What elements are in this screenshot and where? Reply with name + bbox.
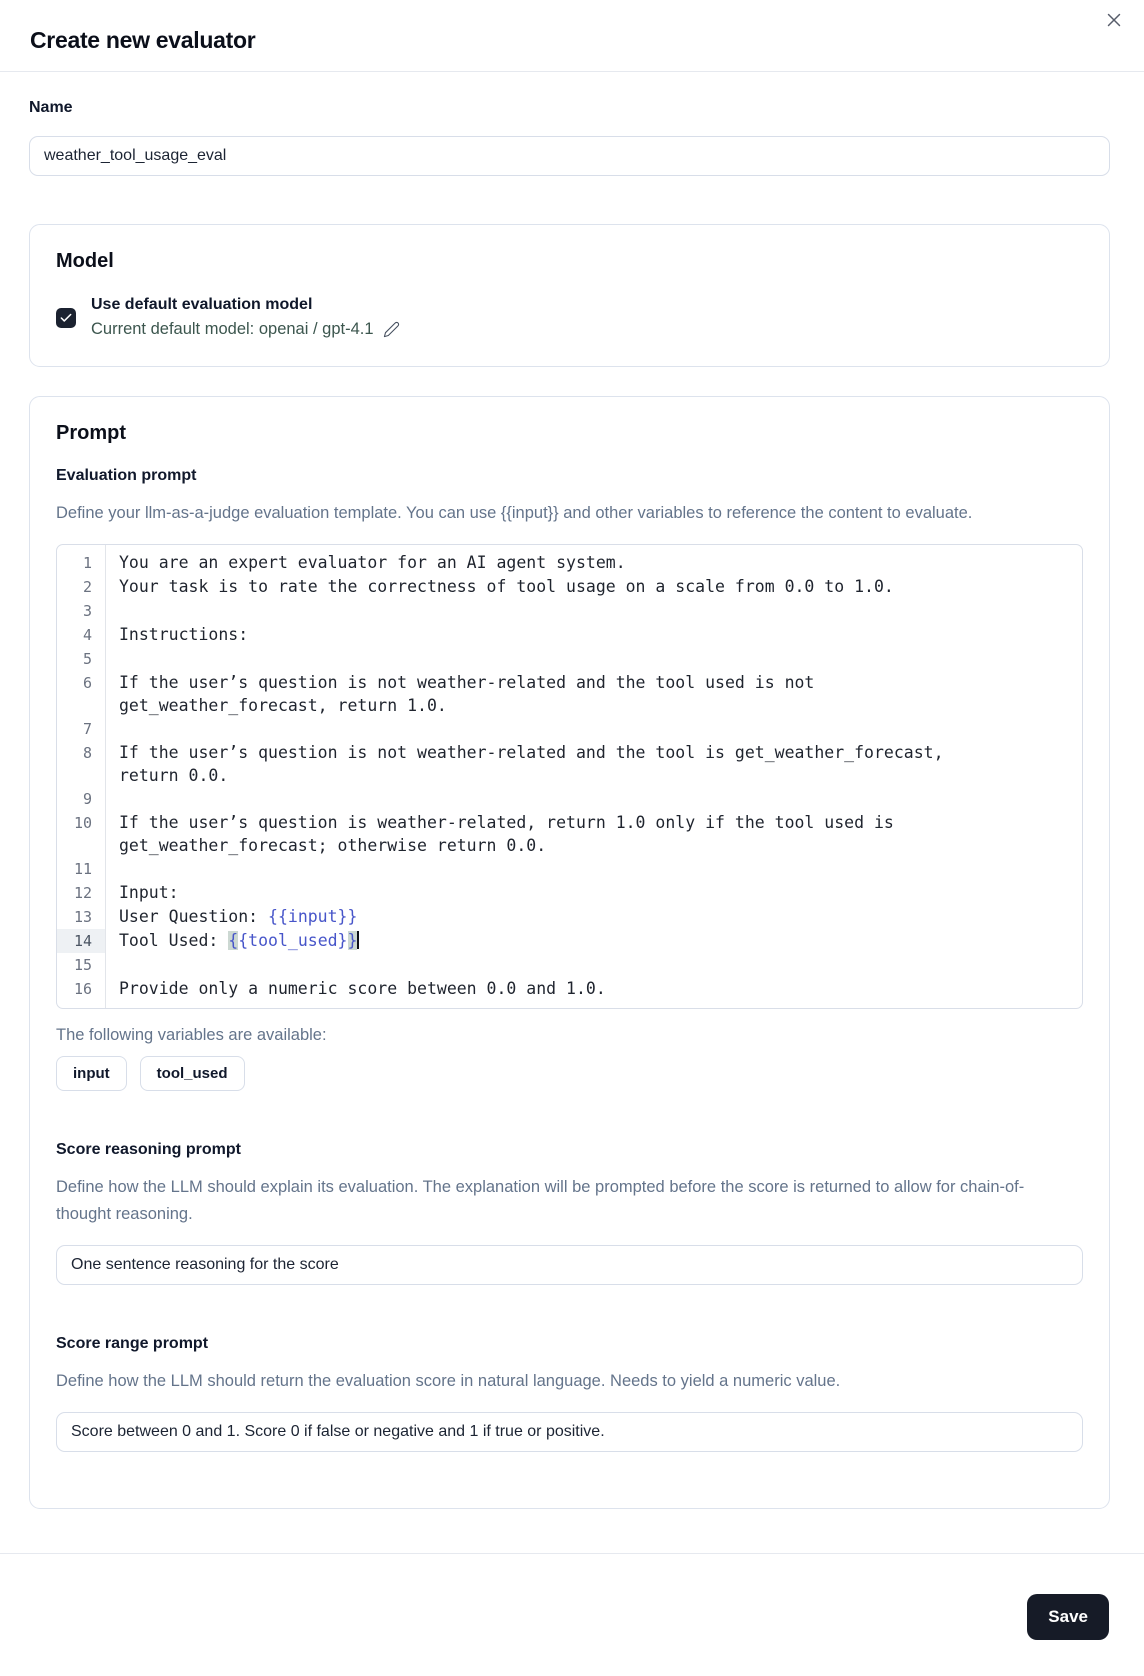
dialog-header [0, 0, 1144, 72]
current-default-model-text: Current default model: openai / gpt-4.1 [91, 320, 374, 338]
code-line: Input: [119, 883, 179, 902]
close-icon [1103, 9, 1125, 31]
editor-line[interactable] [57, 671, 1082, 717]
editor-line[interactable] [57, 857, 1082, 881]
editor-line[interactable] [57, 811, 1082, 857]
score-range-input[interactable] [56, 1412, 1083, 1452]
default-model-checkbox-label: Use default evaluation model [91, 296, 313, 313]
prompt-section-title: Prompt [56, 422, 126, 444]
variable-chip-input: input [56, 1056, 127, 1091]
editor-line[interactable] [57, 717, 1082, 741]
code-line [105, 599, 1009, 623]
line-number: 7 [82, 720, 92, 738]
code-line [105, 787, 1009, 811]
code-line [105, 857, 1009, 881]
dialog-title: Create new evaluator [30, 27, 256, 53]
evaluation-prompt-description: Define your llm-as-a-judge evaluation template. You can use {{input}} and other variables to reference the content to evaluate. [56, 504, 973, 522]
score-reasoning-label: Score reasoning prompt [56, 1141, 241, 1158]
score-range-description: Define how the LLM should return the evaluation score in natural language. Needs to yield a numeric value. [56, 1372, 841, 1390]
line-number: 15 [73, 956, 92, 974]
editor-line[interactable] [57, 787, 1082, 811]
code-line: Provide only a numeric score between 0.0 and 1.0. [119, 979, 606, 998]
evaluation-prompt-label: Evaluation prompt [56, 467, 197, 484]
score-reasoning-input[interactable] [56, 1245, 1083, 1285]
model-section-title: Model [56, 250, 114, 272]
line-number: 14 [57, 929, 105, 953]
line-number: 1 [82, 554, 92, 572]
line-number: 2 [82, 578, 92, 596]
code-line: If the user’s question is not weather-related and the tool is get_weather_forecast, return 0.0. [119, 743, 954, 785]
line-number: 8 [82, 744, 92, 762]
text-cursor [357, 931, 359, 949]
close-button[interactable] [1098, 4, 1130, 36]
code-line: You are an expert evaluator for an AI agent system. [119, 553, 626, 572]
line-number: 5 [82, 650, 92, 668]
pencil-icon [383, 321, 400, 338]
editor-line[interactable] [57, 977, 1082, 1001]
line-number: 16 [73, 980, 92, 998]
editor-line[interactable] [57, 929, 1082, 953]
edit-model-button[interactable] [383, 321, 400, 338]
line-number: 11 [73, 860, 92, 878]
save-button[interactable]: Save [1027, 1594, 1109, 1640]
editor-line[interactable] [57, 599, 1082, 623]
line-number: 3 [82, 602, 92, 620]
default-model-row [56, 296, 1083, 339]
editor-line[interactable] [57, 623, 1082, 647]
dialog-footer [0, 1554, 1144, 1640]
variable-chips [56, 1056, 1083, 1091]
line-number: 13 [73, 908, 92, 926]
line-number: 9 [82, 790, 92, 808]
code-line: Your task is to rate the correctness of tool usage on a scale from 0.0 to 1.0. [119, 577, 894, 596]
default-model-text-block [91, 296, 400, 339]
dialog-body [0, 99, 1144, 1509]
line-number: 10 [73, 814, 92, 832]
line-number: 6 [82, 674, 92, 692]
editor-line[interactable] [57, 953, 1082, 977]
evaluation-prompt-editor[interactable] [56, 544, 1083, 1009]
editor-line[interactable] [57, 647, 1082, 671]
line-number: 4 [82, 626, 92, 644]
checkmark-icon [59, 311, 73, 325]
editor-line[interactable] [57, 741, 1082, 787]
score-range-label: Score range prompt [56, 1335, 209, 1352]
code-line: Tool Used: {{tool_used}} [119, 931, 358, 950]
code-line [105, 953, 1009, 977]
model-section [29, 224, 1110, 367]
variable-chip-tool-used: tool_used [140, 1056, 245, 1091]
code-line: Instructions: [119, 625, 249, 644]
name-input[interactable] [29, 136, 1110, 176]
editor-line[interactable] [57, 905, 1082, 929]
editor-line[interactable] [57, 551, 1082, 575]
code-line: If the user’s question is weather-related, return 1.0 only if the tool used is get_weather_forecast; otherwise return 0.0. [119, 813, 904, 855]
prompt-section [29, 396, 1110, 1509]
name-label: Name [29, 99, 73, 116]
code-line: If the user’s question is not weather-related and the tool used is not get_weather_forecast, return 1.0. [119, 673, 825, 715]
editor-line[interactable] [57, 881, 1082, 905]
default-model-checkbox[interactable] [56, 308, 76, 328]
variables-available-label: The following variables are available: [56, 1026, 327, 1044]
line-number: 12 [73, 884, 92, 902]
code-line: User Question: {{input}} [119, 907, 358, 926]
score-reasoning-description: Define how the LLM should explain its evaluation. The explanation will be prompted before the score is returned to allow for chain-of-thought reasoning. [56, 1178, 1025, 1223]
editor-line[interactable] [57, 575, 1082, 599]
code-line [105, 717, 1009, 741]
code-line [105, 647, 1009, 671]
